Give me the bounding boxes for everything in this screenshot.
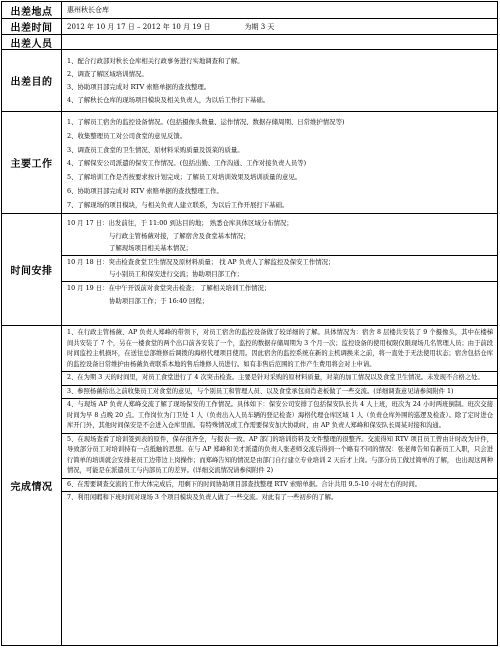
label-completion: 完成情况 [2, 326, 62, 645]
purpose-item: 1、配合行政部对秋长仓库相关行政事务进行实地调查和了解。 [67, 57, 244, 65]
label-purpose: 出差目的 [2, 50, 62, 111]
work-item: 1、了解员工宿舍的监控设备情况。(包括摄像头数量、运作情况、数据存储周期、日常维护情况等) [67, 118, 345, 126]
work-item: 4、了解保安公司派遣的保安工作情况。(包括出勤、工作沟通、工作对接负责人员等) [67, 159, 307, 168]
completion-divider [62, 433, 497, 434]
work-list [62, 112, 497, 213]
location-text: 惠州秋长仓库 [67, 6, 109, 15]
label-schedule: 时间安排 [2, 214, 62, 325]
work-item: 7、了解现场的项目模块，与相关负责人建立联系，为以后工作开展打下基础。 [67, 200, 289, 209]
schedule-line: 10 月 17 日：出发前往，于 11:00 到达目的地； 熟悉仓库具体区域分布情况； [67, 219, 293, 227]
value-time [62, 19, 497, 34]
completion-item: 1、在行政主管杨薇、AP 负责人郑峰的带领下，对员工宿舍的监控设备做了较详细的了解。具体情况为：宿舍 8 层楼共安装了 9 个摄像头，其中在楼梯间共安装了 7 个，另在一楼食堂的两个出口前各安装了一个，监控的数据存储周期为 3 个月一次；监控设备的使用权限仅限现场几名管理人员；由于前段时间监控主机损坏，在送往总部维修后调拨的海格代理项目使用。因此宿舍的监控系统在新的主机调换来之前，将一直处于无法使用状态；宿舍包括仓库的监控设备日常维护由杨薇负责联系本地的售后维修人员进行。如有非售后范围的工作产生费用将会对上申请。 [67, 329, 493, 368]
schedule-line: 与小别员工和保安进行交流；协助项目部工作； [109, 270, 244, 279]
label-personnel: 出差人员 [2, 35, 62, 49]
label-work: 主要工作 [2, 112, 62, 213]
purpose-item: 4、了解秋长仓库的现场项目模块及相关负责人，为以后工作打下基础。 [67, 96, 270, 104]
work-item: 6、协助项目部完成对 RTV 索赔单据的查找整理工作。 [67, 186, 223, 195]
completion-item: 2、在为期 3 天的时间里，对员工食堂进行了 4 次突击检查。主要是针对采购的原材料质量，对菜的加工情况以及食堂卫生情况。未发现不合格之处。 [67, 374, 484, 381]
completion-divider [62, 478, 497, 479]
schedule-line: 10 月 19 日：在中午开饭前对食堂突击检查； 了解相关培训工作情况； [67, 283, 271, 292]
value-location [62, 2, 497, 18]
row-location [2, 2, 497, 19]
completion-item: 7、利用闲暇和下班时间对现场 3 个项目模块及负责人做了一些交流。对此有了一些初步的了解。 [67, 494, 338, 501]
completion-divider [62, 385, 497, 386]
time-range-text: 2012 年 10 月 17 日 – 2012 年 10 月 19 日 [67, 22, 211, 31]
schedule-line: 了解现场项目相关基本情况； [109, 244, 193, 253]
row-purpose [2, 50, 497, 112]
label-location: 出差地点 [2, 2, 62, 18]
schedule-day-block [67, 282, 493, 307]
row-completion [2, 326, 497, 645]
schedule-line: 10 月 18 日：突击检查食堂卫生情况及原材料质量； 找 AP 负责人了解监控及保安工作情况； [67, 257, 335, 266]
travel-report-table [1, 1, 498, 646]
schedule-day-block [67, 256, 493, 281]
purpose-list [62, 50, 497, 111]
purpose-item: 3、协助项目部完成对 RTV 索赔单据的查找整理。 [67, 83, 211, 91]
completion-divider [62, 398, 497, 399]
row-schedule [2, 214, 497, 326]
row-personnel [2, 35, 497, 50]
row-work [2, 112, 497, 214]
duration-text: 为期 3 天 [244, 22, 275, 31]
work-item: 5、了解培训工作是否按要求按计划完成；了解员工对培训效果及培训质量的意见。 [67, 173, 302, 182]
schedule-line: 协助项目部工作；于 16:40 回程； [109, 296, 209, 305]
row-time [2, 19, 497, 35]
completion-divider [62, 371, 497, 372]
value-personnel [62, 35, 497, 49]
purpose-item: 2、调查了解区域培训情况。 [67, 70, 148, 78]
completion-item: 6、在需要调查交流的工作大体完成后，用剩下的时间协助项目部查找整理 RTV 索赔单据。合计共用 9.5-10 小时左右的时间。 [67, 480, 422, 488]
schedule-line: 与行政主管杨薇对接，了解宿舍及食堂基本情况； [109, 231, 250, 240]
schedule-day-block [67, 217, 493, 255]
completion-item: 4、与现场 AP 负责人郑峰交流了解了现场保安的工作情况。具体如下：保安公司安排了包括保安队长共 4 人上班，班次为 24 小时两班倒制。班次交接时间为早 8 点晚 20 点。工作岗位为门卫处 1 人（负责出入人员车辆的登记检查）海格代理仓库区域 1 人（负责仓库外围的巡逻及检查）。除了定时进仓库开门外，其他时间保安是不会进入仓库里面。有特殊情况或工作需要保安加大协助时，由 AP 负责人郑峰和保安队长周某对接和沟通。 [67, 401, 493, 429]
work-item: 3、调查员工食堂的卫生情况、原材料采购质量及饭菜的质量。 [67, 145, 244, 154]
schedule-list [62, 214, 497, 325]
completion-divider [62, 491, 497, 492]
label-time: 出差时间 [2, 19, 62, 34]
completion-item: 5、在现场查看了培训签到表的原件，保存很齐全，与报表一致。AP 部门的培训资料及文件整理的很整齐。交流得知 RTV 项目员工曾由计时改为计件，导致部分员工对培训持有一点抵触的思想。在与 AP 郑峰和美才派遣的负责人张老师交流后得到一个略有不同的情况：张老师告知有新员工入职，只会进行简单的培训就会安排老员工边带边上岗操作；而郑峰告知的情况是由部门自行建立专业培训 2 天后才上岗。与部分员工做过简单的了解， 也出现这两种情况，可能是在派遣员工与内部员工的差异。(详细交流情况请参阅附件 2) [67, 435, 493, 474]
work-item: 2、收集整理员工对公司食堂的意见反馈。 [67, 131, 187, 140]
completion-item: 3、参照杨薇给出之前收集员工对食堂的意见，与个别员工和管理人员、以及食堂承包商肖老板做了一些交流。(详细调查意见请参阅附件 1) [67, 387, 454, 395]
completion-list [62, 326, 497, 645]
